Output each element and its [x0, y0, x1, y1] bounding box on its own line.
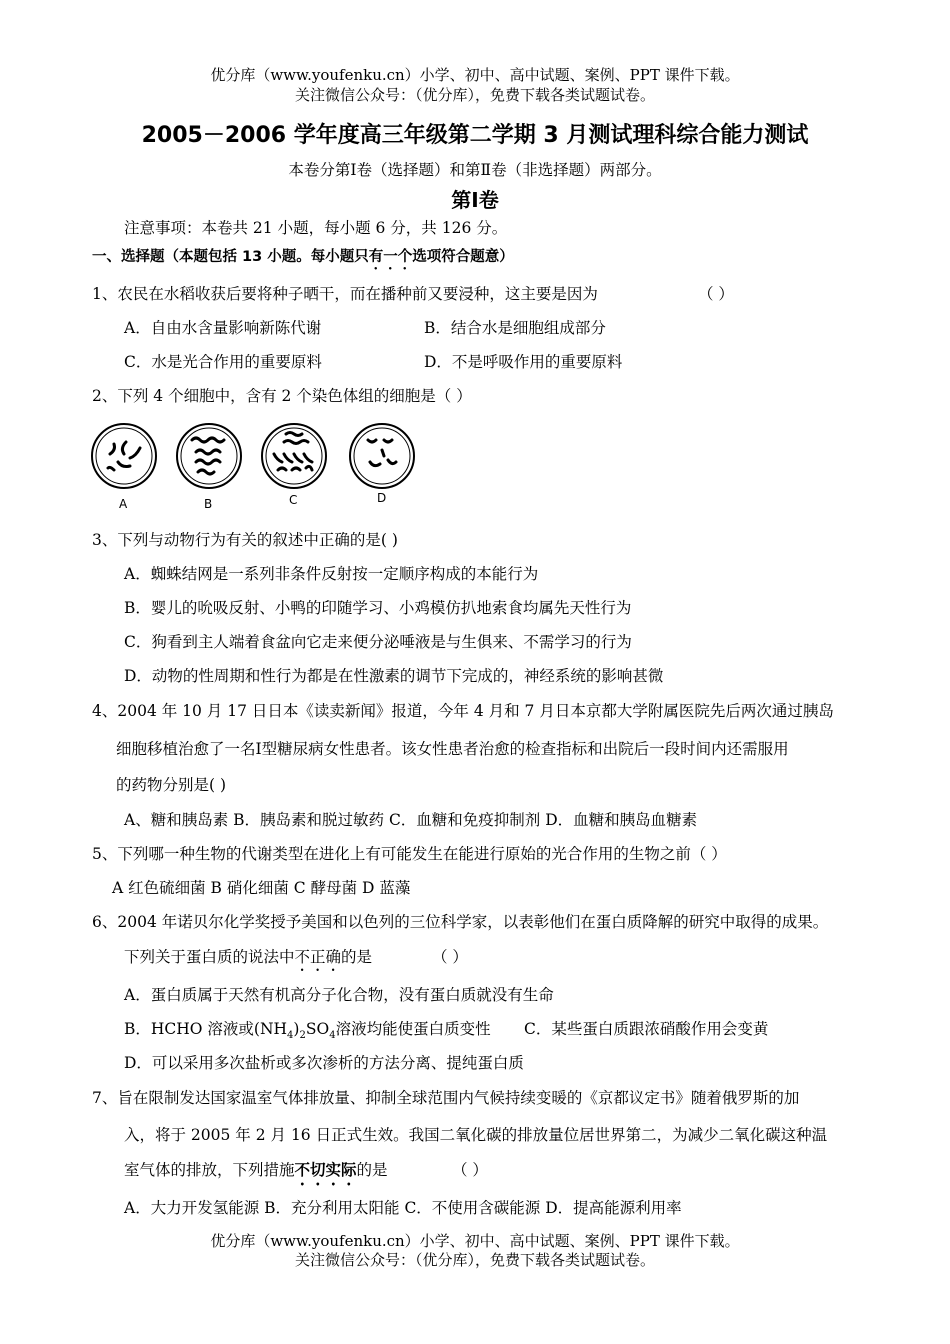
- cell-b-label: B: [204, 497, 213, 511]
- section-heading: [92, 245, 514, 273]
- cell-a: [92, 424, 156, 488]
- q6-line-1: 6、2004 年诺贝尔化学奖授予美国和以色列的三位科学家，以表彰他们在蛋白质降解的研究中取得的成果。: [92, 913, 829, 931]
- q6-paren-close: ): [293, 1020, 300, 1038]
- q6-line-2-end: 的是: [341, 948, 373, 966]
- cell-c-label: C: [289, 493, 298, 507]
- section-text: 一、选择题（本题包括 13 小题。每小题只: [92, 249, 369, 265]
- q3-option-c: C．狗看到主人端着食盆向它走来便分泌唾液是与生俱来、不需学习的行为: [124, 633, 632, 651]
- cell-b: [177, 424, 241, 488]
- footer-line-2: 关注微信公众号：（优分库），免费下载各类试题试卷。: [294, 1251, 655, 1269]
- q6-option-b-text: B．HCHO 溶液或(NH: [124, 1020, 288, 1038]
- q1-option-d: D．不是呼吸作用的重要原料: [424, 353, 623, 371]
- cell-a-label: A: [119, 497, 128, 511]
- q4-line-2: 细胞移植治愈了一名Ⅰ型糖尿病女性患者。该女性患者治愈的检查指标和出院后一段时间内还需服用: [116, 740, 789, 758]
- q6-sub-3: 4: [329, 1030, 336, 1042]
- q7-options: A．大力开发氢能源 B．充分利用太阳能 C．不使用含碳能源 D．提高能源利用率: [124, 1199, 682, 1217]
- q7-line-2: 入，将于 2005 年 2 月 16 日正式生效。我国二氧化碳的排放量位居世界第二，为减少二氧化碳这种温: [124, 1126, 828, 1144]
- exam-title: 2005－2006 学年度高三年级第二学期 3 月测试理科综合能力测试: [141, 123, 809, 148]
- q1-option-a: A．自由水含量影响新陈代谢: [124, 319, 322, 337]
- q1-paren: （ ）: [698, 285, 734, 303]
- q1-option-b: B．结合水是细胞组成部分: [424, 319, 606, 337]
- note: 注意事项：本卷共 21 小题，每小题 6 分，共 126 分。: [124, 219, 508, 237]
- q3-option-b: B．婴儿的吮吸反射、小鸭的印随学习、小鸡模仿扒地索食均属先天性行为: [124, 599, 632, 617]
- q4-line-3: 的药物分别是( ): [116, 776, 227, 794]
- q6-emphasis: 不正确: [294, 948, 342, 966]
- cell-c: [262, 424, 326, 488]
- q7-line-1: 7、旨在限制发达国家温室气体排放量、抑制全球范围内气候持续变暖的《京都议定书》随着俄罗斯的加: [92, 1089, 800, 1107]
- q7-line-3: [124, 1158, 388, 1189]
- q5-stem: 5、下列哪一种生物的代谢类型在进化上有可能发生在能进行原始的光合作用的生物之前（ ）: [92, 845, 727, 863]
- footer-line-1: 优分库（www.youfenku.cn）小学、初中、高中试题、案例、PPT 课件下载。: [210, 1232, 740, 1250]
- q7-emphasis: 不切实际: [294, 1160, 357, 1179]
- header-line-1: 优分库（www.youfenku.cn）小学、初中、高中试题、案例、PPT 课件下载。: [210, 66, 740, 84]
- q3-option-d: D．动物的性周期和性行为都是在性激素的调节下完成的，神经系统的影响甚微: [124, 667, 664, 685]
- q6-line-2-text: 下列关于蛋白质的说法中: [124, 948, 295, 966]
- q6-option-d: D．可以采用多次盐析或多次渗析的方法分离、提纯蛋白质: [124, 1054, 524, 1072]
- q7-paren: （ ）: [452, 1161, 488, 1179]
- header-line-2: 关注微信公众号：（优分库），免费下载各类试题试卷。: [294, 86, 655, 104]
- cell-d-label: D: [377, 491, 387, 505]
- q3-stem: 3、下列与动物行为有关的叙述中正确的是( ): [92, 531, 398, 549]
- q6-paren: （ ）: [432, 948, 468, 966]
- q7-line-3-end: 的是: [356, 1161, 388, 1179]
- volume-heading: 第Ⅰ卷: [451, 188, 499, 212]
- q6-option-b: [124, 1017, 491, 1041]
- q2-stem: 2、下列 4 个细胞中，含有 2 个染色体组的细胞是（ ）: [92, 387, 472, 405]
- q6-option-c: C．某些蛋白质跟浓硝酸作用会变黄: [524, 1020, 769, 1038]
- q4-line-1: 4、2004 年 10 月 17 日日本《读卖新闻》报道，今年 4 月和 7 月日本京都大学附属医院先后两次通过胰岛: [92, 702, 834, 720]
- q5-options: A 红色硫细菌 B 硝化细菌 C 酵母菌 D 蓝藻: [112, 879, 411, 897]
- cell-d: [350, 424, 414, 488]
- q6-sub-1: 4: [287, 1030, 294, 1042]
- exam-subtitle: 本卷分第Ⅰ卷（选择题）和第Ⅱ卷（非选择题）两部分。: [288, 161, 662, 179]
- q6-line-2: [124, 945, 372, 975]
- q6-sub-2: 2: [299, 1030, 306, 1042]
- q6-option-a: A．蛋白质属于天然有机高分子化合物，没有蛋白质就没有生命: [124, 986, 554, 1004]
- q6-so: SO: [305, 1020, 330, 1038]
- q1-option-c: C．水是光合作用的重要原料: [124, 353, 322, 371]
- q4-options: A、糖和胰岛素 B．胰岛素和脱过敏药 C．血糖和免疫抑制剂 D．血糖和胰岛血糖素: [124, 811, 698, 829]
- q7-line-3-text: 室气体的排放，下列措施: [124, 1161, 295, 1179]
- cell-diagram: [88, 418, 428, 518]
- section-emphasis: 有一个: [368, 249, 413, 265]
- q3-option-a: A．蜘蛛结网是一系列非条件反射按一定顺序构成的本能行为: [124, 565, 539, 583]
- q6-option-b-end: 溶液均能使蛋白质变性: [335, 1020, 491, 1038]
- section-text-end: 选项符合题意）: [412, 249, 514, 265]
- q1-stem: 1、农民在水稻收获后要将种子晒干，而在播种前又要浸种，这主要是因为: [92, 285, 598, 303]
